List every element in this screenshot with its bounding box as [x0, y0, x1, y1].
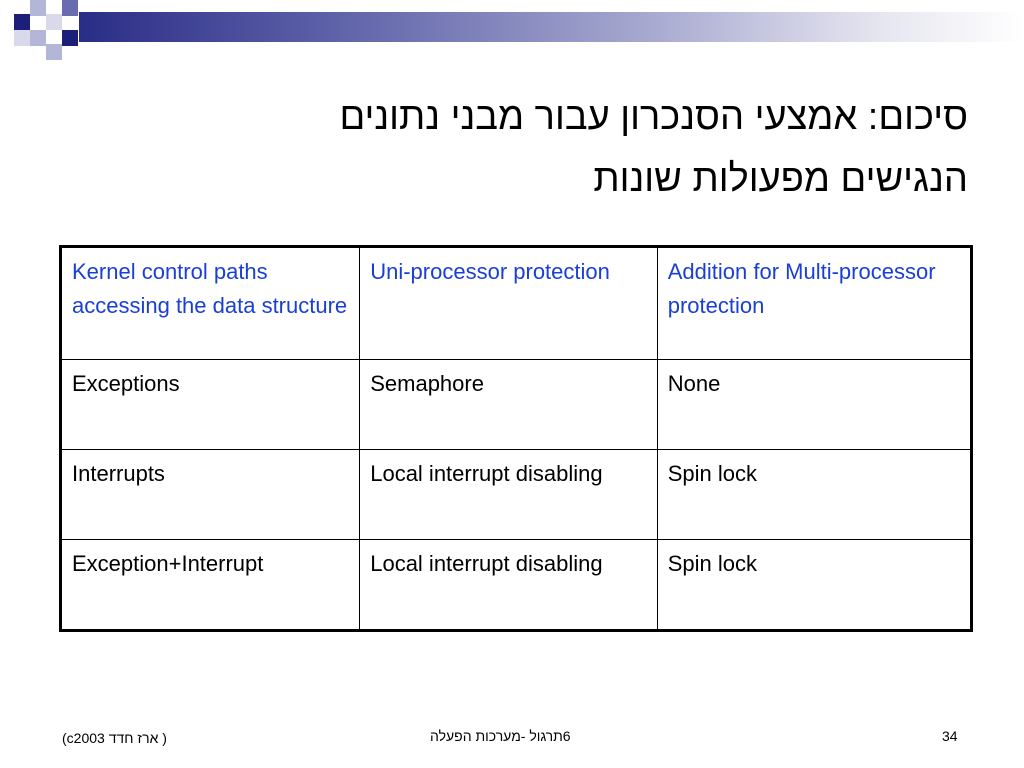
- decor-square: [62, 0, 78, 16]
- footer-copyright: (c2003 ארז חדד ): [62, 730, 167, 746]
- decor-square: [62, 30, 78, 46]
- sync-comparison-table: [59, 245, 973, 632]
- table-cell: Interrupts: [61, 450, 360, 540]
- decor-square: [14, 14, 30, 30]
- footer-page-number: 34: [942, 728, 958, 744]
- table-row: [61, 540, 972, 631]
- table-cell: Spin lock: [657, 540, 971, 631]
- table-cell: Exception+Interrupt: [61, 540, 360, 631]
- header-cell-multi-processor: Addition for Multi-processor protection: [657, 247, 971, 360]
- table-cell: None: [657, 360, 971, 450]
- table-cell: Exceptions: [61, 360, 360, 450]
- table-header-row: [61, 247, 972, 360]
- table-cell: Semaphore: [360, 360, 658, 450]
- decor-square: [46, 44, 62, 60]
- table-row: [61, 360, 972, 450]
- table-cell: Local interrupt disabling: [360, 540, 658, 631]
- table-row: [61, 450, 972, 540]
- header-decoration: [0, 0, 1024, 60]
- decor-square: [30, 30, 46, 46]
- decor-square: [46, 14, 62, 30]
- footer-course: 6תרגול -מערכות הפעלה: [430, 728, 571, 744]
- slide-title-line-2: הנגישים מפעולות שונות: [593, 158, 968, 200]
- table-cell: Local interrupt disabling: [360, 450, 658, 540]
- header-cell-uni-processor: Uni-processor protection: [360, 247, 658, 360]
- slide-title-line-1: סיכום: אמצעי הסנכרון עבור מבני נתונים: [339, 96, 968, 138]
- header-cell-control-paths: Kernel control paths accessing the data structure: [61, 247, 360, 360]
- decor-square: [14, 30, 30, 46]
- header-gradient-band: [79, 12, 1024, 42]
- slide-title: [148, 86, 968, 210]
- decor-square: [30, 0, 46, 16]
- table-cell: Spin lock: [657, 450, 971, 540]
